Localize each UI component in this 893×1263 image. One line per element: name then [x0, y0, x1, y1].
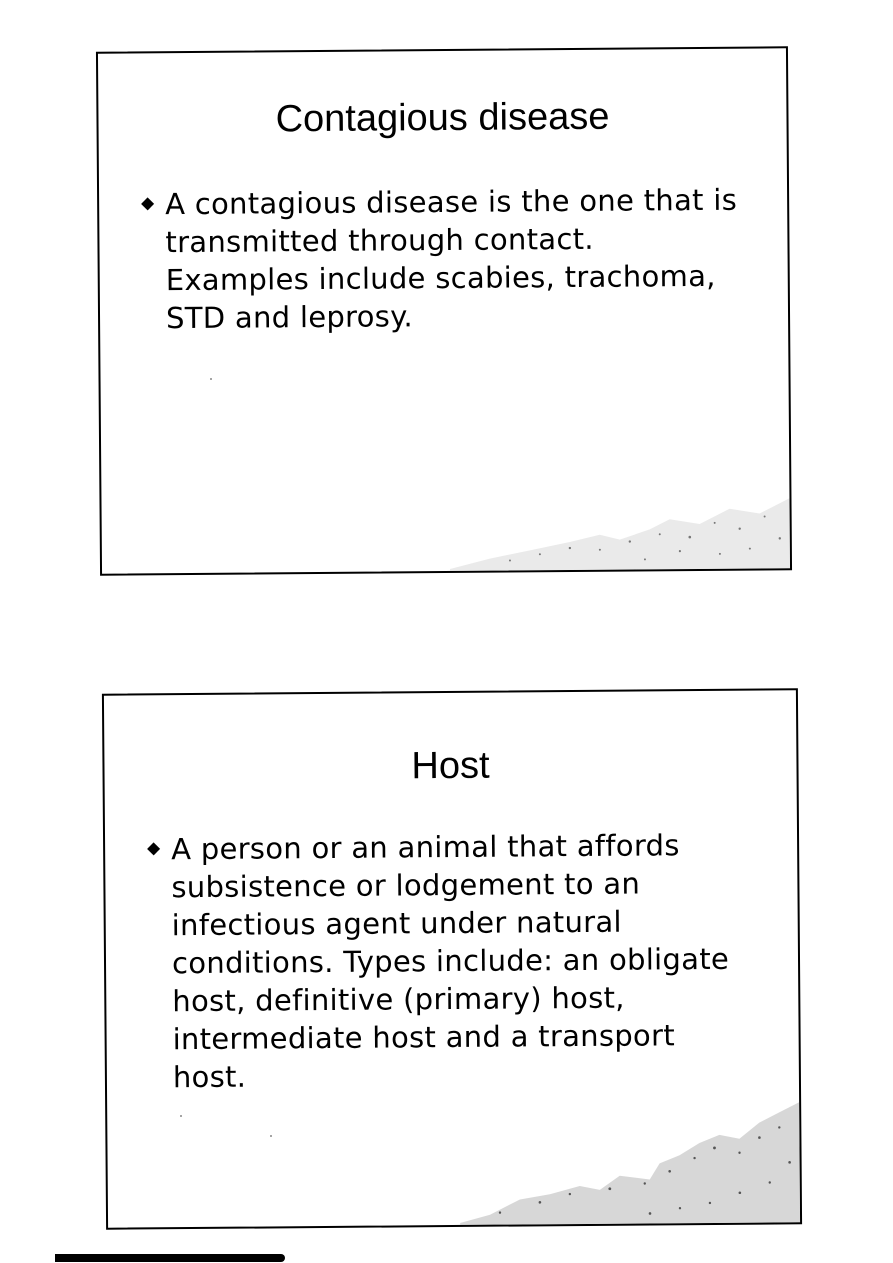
bullet-item [141, 181, 742, 338]
scan-edge-bar [55, 1254, 285, 1262]
decorative-speckle-texture [449, 478, 790, 571]
scan-speck [210, 378, 212, 380]
decorative-speckle-texture [459, 1092, 800, 1225]
slide-title: Contagious disease [275, 95, 610, 141]
scan-speck [180, 1115, 182, 1117]
slide-host [102, 688, 802, 1229]
bullet-text: A person or an animal that affords subsistence or lodgement to an infectious agent under natural conditions. Types include: an obligate host, definitive (primary) host, intermediate host and a transport host. [170, 828, 730, 1095]
scan-speck [270, 1135, 272, 1137]
diamond-bullet-icon: ◆ [147, 838, 161, 859]
slide-title: Host [411, 744, 490, 788]
diamond-bullet-icon: ◆ [141, 193, 155, 214]
bullet-item [147, 826, 749, 1097]
slide-contagious-disease [96, 46, 792, 575]
bullet-text: A contagious disease is the one that is transmitted through contact. Examples include scabies, trachoma, STD and leprosy. [165, 182, 738, 336]
